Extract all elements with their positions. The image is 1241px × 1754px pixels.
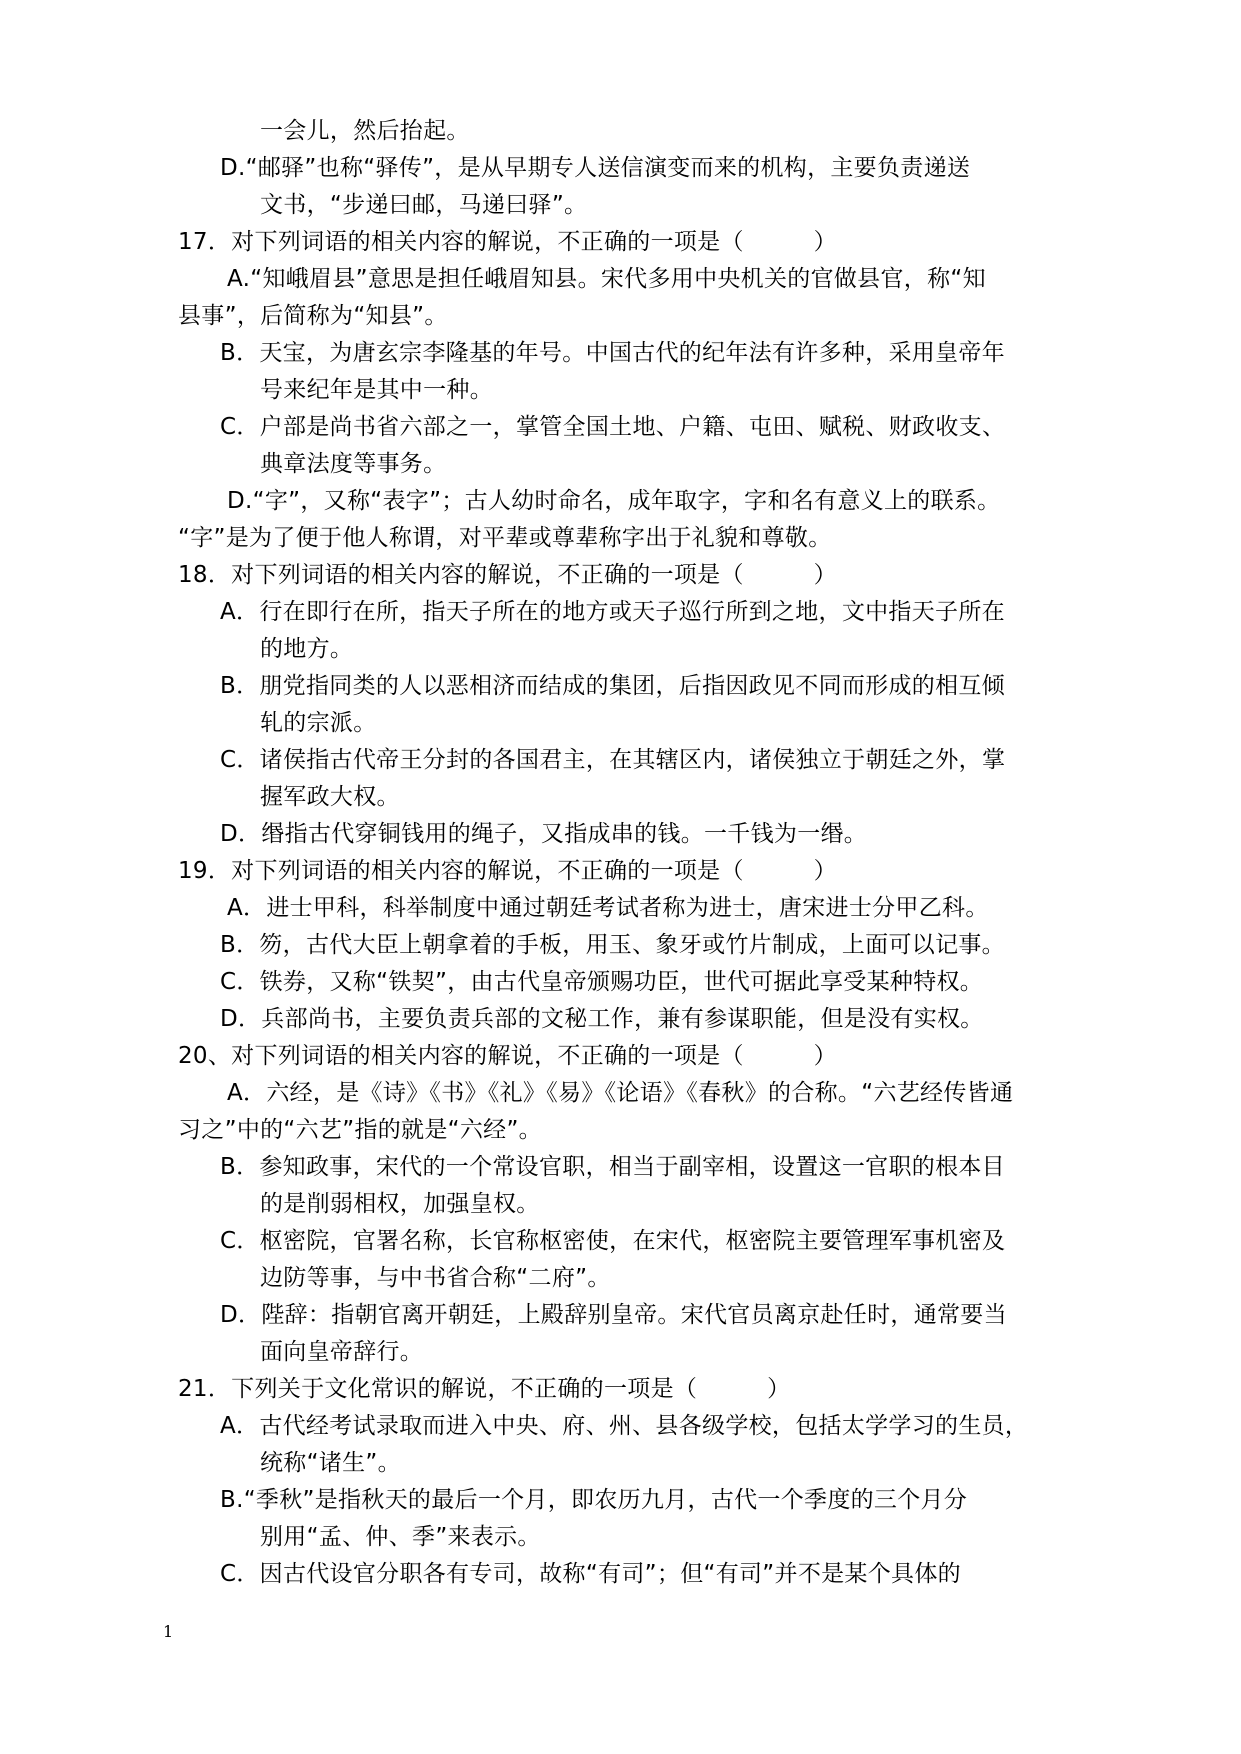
text-line: 县事”，后简称为“知县”。 [178, 303, 448, 329]
text-line: “字”是为了便于他人称谓，对平辈或尊辈称字出于礼貌和尊敬。 [178, 525, 832, 551]
text-line: 一会儿，然后抬起。 [260, 118, 470, 144]
question-18: 18．对下列词语的相关内容的解说，不正确的一项是（ ） [178, 562, 837, 588]
question-17: 17．对下列词语的相关内容的解说，不正确的一项是（ ） [178, 229, 837, 255]
option-d-line: D．缗指古代穿铜钱用的绳子，又指成串的钱。一千钱为一缗。 [220, 821, 868, 847]
text-line: 面向皇帝辞行。 [260, 1339, 424, 1365]
option-a-line: A.“知峨眉县”意思是担任峨眉知县。宋代多用中央机关的官做县官，称“知 [227, 266, 986, 292]
text-line: 别用“孟、仲、季”来表示。 [260, 1524, 541, 1550]
text-line: 习之”中的“六艺”指的就是“六经”。 [178, 1117, 542, 1143]
option-a-line: A．行在即行在所，指天子所在的地方或天子巡行所到之地，文中指天子所在 [220, 599, 1005, 625]
option-a-line: A．进士甲科，科举制度中通过朝廷考试者称为进士，唐宋进士分甲乙科。 [227, 895, 989, 921]
text-line: 文书，“步递曰邮，马递曰驿”。 [260, 192, 588, 218]
option-b-line: B.“季秋”是指秋天的最后一个月，即农历九月，古代一个季度的三个月分 [220, 1487, 968, 1513]
text-line: 轧的宗派。 [260, 710, 377, 736]
option-a-line: A．古代经考试录取而进入中央、府、州、县各级学校，包括太学学习的生员， [220, 1413, 1029, 1439]
text-line: 的是削弱相权，加强皇权。 [260, 1191, 540, 1217]
option-d-line: D.“字”，又称“表字”；古人幼时命名，成年取字，字和名有意义上的联系。 [227, 488, 1001, 514]
option-c-line: C．枢密院，官署名称，长官称枢密使，在宋代，枢密院主要管理军事机密及 [220, 1228, 1006, 1254]
option-c-line: C．铁券，又称“铁契”，由古代皇帝颁赐功臣，世代可据此享受某种特权。 [220, 969, 984, 995]
question-21: 21．下列关于文化常识的解说，不正确的一项是（ ） [178, 1376, 791, 1402]
option-d-line: D.“邮驿”也称“驿传”，是从早期专人送信演变而来的机构，主要负责递送 [220, 155, 971, 181]
option-b-line: B．朋党指同类的人以恶相济而结成的集团，后指因政见不同而形成的相互倾 [220, 673, 1005, 699]
option-d-line: D．兵部尚书，主要负责兵部的文秘工作，兼有参谋职能，但是没有实权。 [220, 1006, 984, 1032]
text-line: 边防等事，与中书省合称“二府”。 [260, 1265, 611, 1291]
option-b-line: B．天宝，为唐玄宗李隆基的年号。中国古代的纪年法有许多种，采用皇帝年 [220, 340, 1005, 366]
option-b-line: B．参知政事，宋代的一个常设官职，相当于副宰相，设置这一官职的根本目 [220, 1154, 1005, 1180]
text-line: 握军政大权。 [260, 784, 400, 810]
option-a-line: A．六经，是《诗》《书》《礼》《易》《论语》《春秋》的合称。“六艺经传皆通 [227, 1080, 1014, 1106]
option-c-line: C．因古代设官分职各有专司，故称“有司”；但“有司”并不是某个具体的 [220, 1561, 961, 1587]
page-number: 1 [163, 1622, 174, 1641]
text-line: 的地方。 [260, 636, 354, 662]
option-d-line: D．陛辞：指朝官离开朝廷，上殿辞别皇帝。宋代官员离京赴任时，通常要当 [220, 1302, 1007, 1328]
text-line: 统称“诸生”。 [260, 1450, 401, 1476]
option-c-line: C．户部是尚书省六部之一，掌管全国土地、户籍、屯田、赋税、财政收支、 [220, 414, 1006, 440]
option-c-line: C．诸侯指古代帝王分封的各国君主，在其辖区内，诸侯独立于朝廷之外，掌 [220, 747, 1006, 773]
text-line: 号来纪年是其中一种。 [260, 377, 493, 403]
option-b-line: B．笏，古代大臣上朝拿着的手板，用玉、象牙或竹片制成，上面可以记事。 [220, 932, 1005, 958]
text-line: 典章法度等事务。 [260, 451, 447, 477]
question-20: 20、对下列词语的相关内容的解说，不正确的一项是（ ） [178, 1043, 837, 1069]
question-19: 19．对下列词语的相关内容的解说，不正确的一项是（ ） [178, 858, 837, 884]
